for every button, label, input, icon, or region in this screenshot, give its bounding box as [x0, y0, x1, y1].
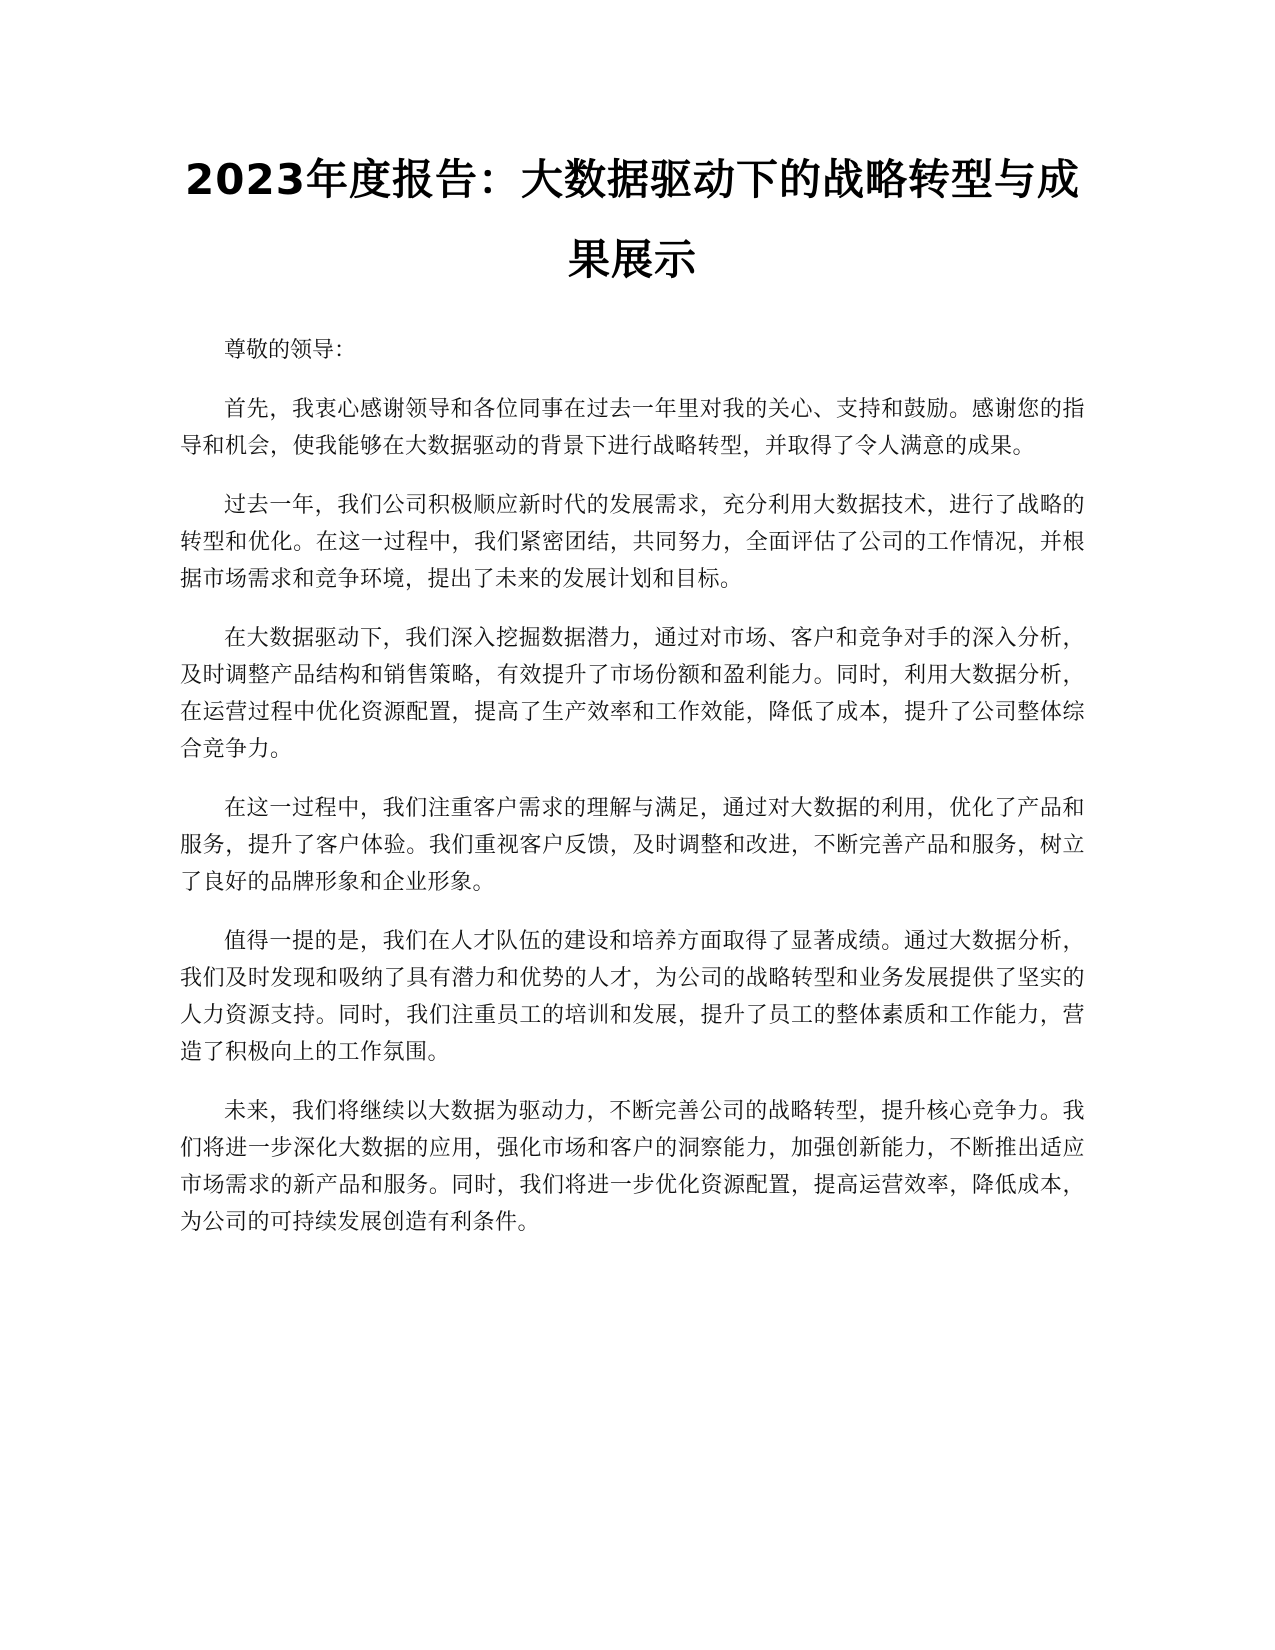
paragraph-2: 过去一年，我们公司积极顺应新时代的发展需求，充分利用大数据技术，进行了战略的转型和优化。在这一过程中，我们紧密团结，共同努力，全面评估了公司的工作情况，并根据市场需求和竞争环境，提出了未来的发展计划和目标。: [180, 493, 1085, 592]
greeting-line: 尊敬的领导：: [224, 338, 357, 363]
paragraph-3: 在大数据驱动下，我们深入挖掘数据潜力，通过对市场、客户和竞争对手的深入分析，及时调整产品结构和销售策略，有效提升了市场份额和盈利能力。同时，利用大数据分析，在运营过程中优化资源配置，提高了生产效率和工作效能，降低了成本，提升了公司整体综合竞争力。: [180, 626, 1085, 762]
document-page: [180, 0, 1085, 1650]
paragraph-5: 值得一提的是，我们在人才队伍的建设和培养方面取得了显著成绩。通过大数据分析，我们及时发现和吸纳了具有潜力和优势的人才，为公司的战略转型和业务发展提供了坚实的人力资源支持。同时，我们注重员工的培训和发展，提升了员工的整体素质和工作能力，营造了积极向上的工作氛围。: [180, 929, 1085, 1065]
document-title: 2023年度报告：大数据驱动下的战略转型与成果展示: [185, 155, 1080, 284]
paragraph-6: 未来，我们将继续以大数据为驱动力，不断完善公司的战略转型，提升核心竞争力。我们将进一步深化大数据的应用，强化市场和客户的洞察能力，加强创新能力，不断推出适应市场需求的新产品和服务。同时，我们将进一步优化资源配置，提高运营效率，降低成本，为公司的可持续发展创造有利条件。: [180, 1099, 1085, 1235]
paragraph-1: 首先，我衷心感谢领导和各位同事在过去一年里对我的关心、支持和鼓励。感谢您的指导和机会，使我能够在大数据驱动的背景下进行战略转型，并取得了令人满意的成果。: [180, 397, 1085, 459]
document-body: [180, 332, 1085, 1241]
paragraph-4: 在这一过程中，我们注重客户需求的理解与满足，通过对大数据的利用，优化了产品和服务，提升了客户体验。我们重视客户反馈，及时调整和改进，不断完善产品和服务，树立了良好的品牌形象和企业形象。: [180, 796, 1085, 895]
